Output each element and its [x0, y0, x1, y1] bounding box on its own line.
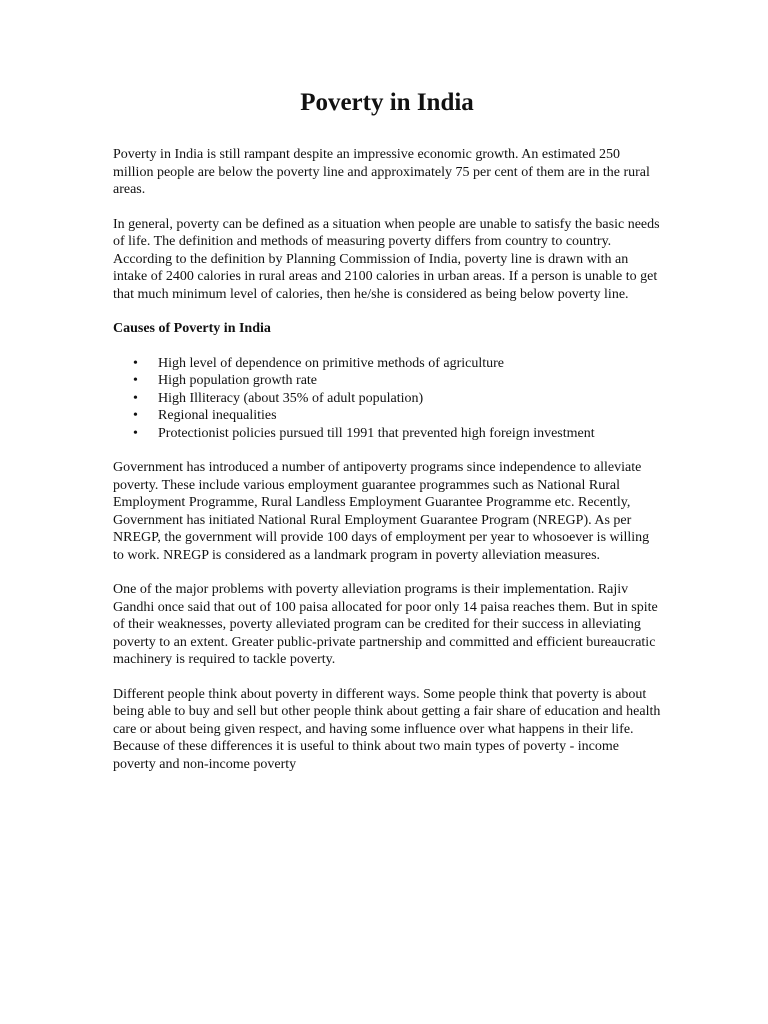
definition-paragraph: In general, poverty can be defined as a situation when people are unable to satisfy the basic needs of life. The definition and methods of measuring poverty differs from country to country. According to the definition by Planning Commission of India, poverty line is drawn with an intake of 2400 calories in rural areas and 2100 calories in urban areas. If a person is unable to get that much minimum level of calories, then he/she is considered as being below poverty line. [113, 216, 660, 302]
implementation-paragraph: One of the major problems with poverty alleviation programs is their implementation. Rajiv Gandhi once said that out of 100 paisa allocated for poor only 14 paisa reaches them. But in spite of their weaknesses, poverty alleviated program can be credited for their success in alleviating poverty to an extent. Greater public-private partnership and committed and efficient bureaucratic machinery is required to tackle poverty. [113, 582, 658, 667]
list-item [113, 355, 661, 373]
list-item [113, 372, 661, 390]
list-item-text: High Illiteracy (about 35% of adult population) [158, 390, 424, 406]
bullet-icon: • [133, 373, 138, 388]
list-item-text: Regional inequalities [158, 408, 277, 423]
bullet-icon: • [133, 390, 138, 406]
document-page [113, 88, 661, 790]
causes-list [113, 355, 661, 443]
causes-heading: Causes of Poverty in India [113, 321, 271, 336]
list-item [113, 425, 661, 443]
list-item-text: High level of dependence on primitive methods of agriculture [158, 355, 505, 371]
list-item-text: Protectionist policies pursued till 1991 that prevented high foreign investment [158, 425, 595, 441]
government-programs-paragraph: Government has introduced a number of antipoverty programs since independence to alleviate poverty. These include various employment guarantee programmes such as National Rural Employment Programme, Rural Landless Employment Guarantee Programme etc. Recently, Government has initiated National Rural Employment Guarantee Program (NREGP). As per NREGP, the government will provide 100 days of employment per year to whosoever is willing to work. NREGP is considered as a landmark program in poverty alleviation measures. [113, 460, 650, 563]
list-item-text: High population growth rate [158, 373, 318, 388]
bullet-icon: • [133, 355, 138, 371]
intro-paragraph: Poverty in India is still rampant despite an impressive economic growth. An estimated 250 million people are below the poverty line and approximately 75 per cent of them are in the rural areas. [113, 147, 650, 197]
types-of-poverty-paragraph: Different people think about poverty in different ways. Some people think that poverty is about being able to buy and sell but other people think about getting a fair share of education and health care or about being given respect, and having some influence over what happens in their life. Because of these differences it is useful to think about two main types of poverty - income poverty and non-income poverty [113, 686, 661, 772]
list-item [113, 390, 661, 408]
list-item [113, 407, 661, 425]
bullet-icon: • [133, 408, 138, 423]
page-title: Poverty in India [300, 89, 474, 116]
bullet-icon: • [133, 425, 138, 441]
